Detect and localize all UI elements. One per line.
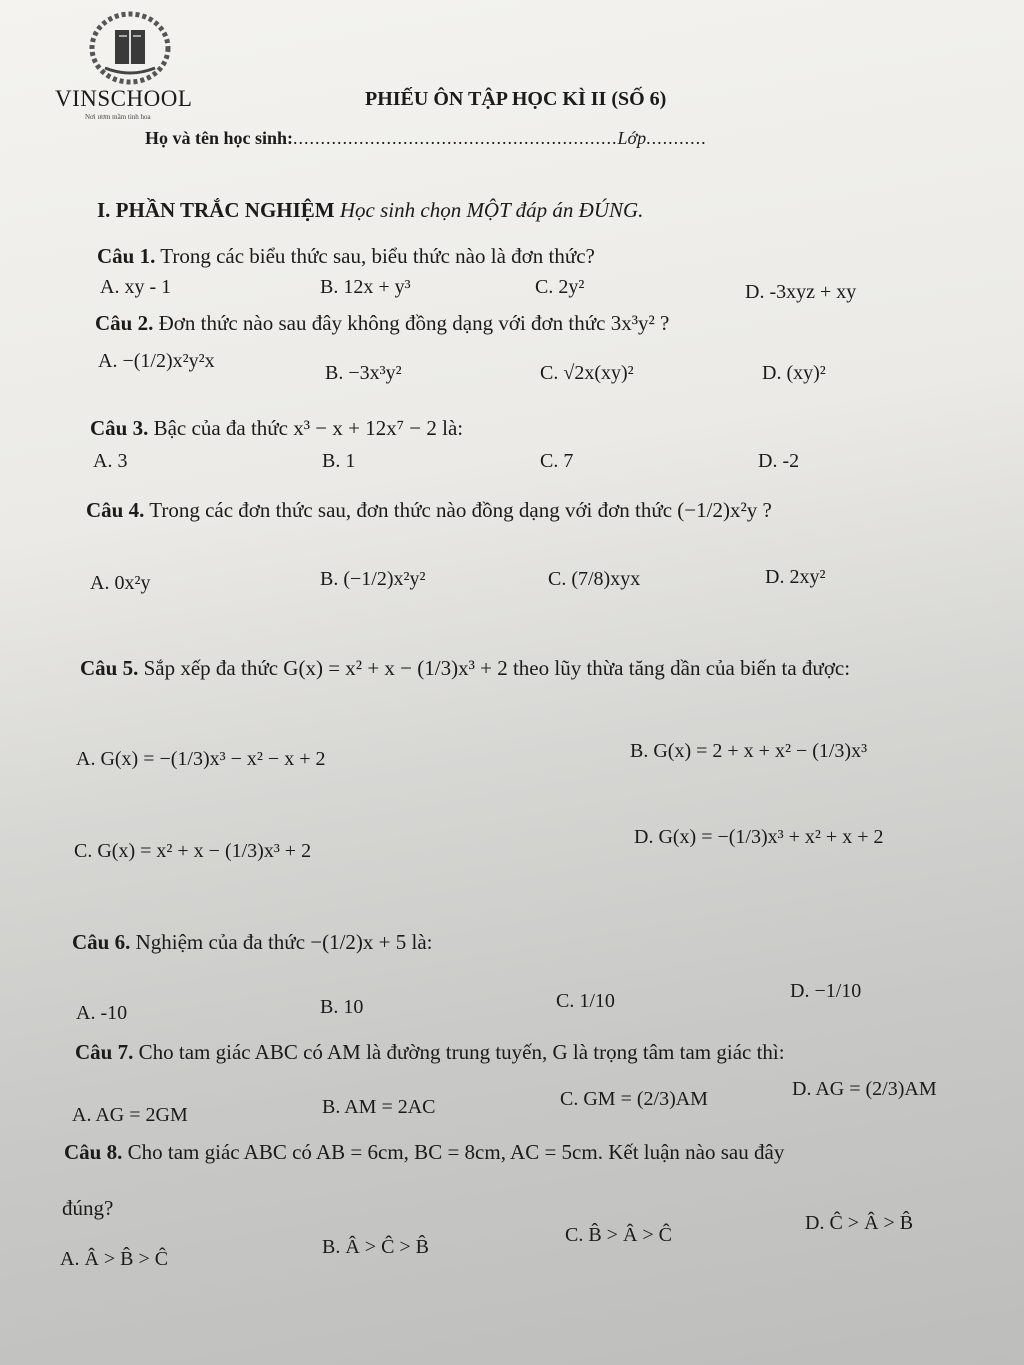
logo-name: VINSCHOOL — [55, 86, 193, 111]
question-label: Câu 2. — [95, 311, 154, 335]
student-info-line — [145, 128, 707, 149]
logo-subtext: Nơi ươm mầm tinh hoa — [85, 113, 151, 121]
option-3b: B. 1 — [322, 450, 356, 472]
option-8a: A. Â > B̂ > Ĉ — [60, 1248, 169, 1270]
question-label: Câu 4. — [86, 498, 145, 522]
option-1a: A. xy - 1 — [100, 276, 172, 298]
question-text: Cho tam giác ABC có AB = 6cm, BC = 8cm, AC = 5cm. Kết luận nào sau đây — [127, 1140, 785, 1164]
question-label: Câu 1. — [97, 244, 156, 268]
question-6 — [72, 930, 433, 955]
option-3c: C. 7 — [540, 450, 574, 472]
question-5 — [80, 656, 850, 681]
option-1c: C. 2y² — [535, 276, 585, 298]
section-heading — [97, 198, 643, 223]
option-6d: D. −1/10 — [790, 980, 862, 1002]
option-4d: D. 2xy² — [765, 566, 826, 588]
option-4c: C. (7/8)xyx — [548, 568, 641, 590]
option-8b: B. Â > Ĉ > B̂ — [322, 1236, 430, 1258]
option-4a: A. 0x²y — [90, 572, 151, 594]
option-5c: C. G(x) = x² + x − (1/3)x³ + 2 — [74, 840, 312, 862]
question-3 — [90, 416, 463, 441]
option-5d: D. G(x) = −(1/3)x³ + x² + x + 2 — [634, 826, 884, 848]
option-3d: D. -2 — [758, 450, 800, 472]
option-6b: B. 10 — [320, 996, 364, 1018]
option-7b: B. AM = 2AC — [322, 1096, 436, 1118]
option-6c: C. 1/10 — [556, 990, 615, 1012]
option-4b: B. (−1/2)x²y² — [320, 568, 426, 590]
question-8 — [64, 1140, 784, 1165]
question-label: Câu 3. — [90, 416, 149, 440]
option-2c: C. √2x(xy)² — [540, 362, 634, 384]
question-7 — [75, 1040, 785, 1065]
question-text: Trong các biểu thức sau, biểu thức nào là đơn thức? — [160, 244, 595, 268]
question-label: Câu 8. — [64, 1140, 123, 1164]
question-text: Sắp xếp đa thức G(x) = x² + x − (1/3)x³ + 2 theo lũy thừa tăng dần của biến ta được: — [143, 656, 851, 680]
option-8c: C. B̂ > Â > Ĉ — [565, 1224, 673, 1246]
question-text: Nghiệm của đa thức −(1/2)x + 5 là: — [135, 930, 433, 954]
question-1 — [97, 244, 595, 269]
section-title: I. PHẦN TRẮC NGHIỆM — [97, 198, 335, 222]
question-label: Câu 5. — [80, 656, 139, 680]
question-text: Cho tam giác ABC có AM là đường trung tuyến, G là trọng tâm tam giác thì: — [138, 1040, 785, 1064]
question-label: Câu 6. — [72, 930, 131, 954]
option-3a: A. 3 — [93, 450, 128, 472]
option-5a: A. G(x) = −(1/3)x³ − x² − x + 2 — [76, 748, 326, 770]
class-label: Lớp — [617, 128, 647, 148]
option-2a: A. −(1/2)x²y²x — [98, 350, 215, 372]
option-1b: B. 12x + y³ — [320, 276, 411, 298]
laurel-book-icon — [75, 8, 185, 86]
question-2 — [95, 311, 669, 336]
name-dots: ........................................................... — [293, 128, 618, 148]
option-7a: A. AG = 2GM — [72, 1104, 188, 1126]
question-label: Câu 7. — [75, 1040, 134, 1064]
question-8-continued: đúng? — [62, 1196, 114, 1220]
option-7c: C. GM = (2/3)AM — [560, 1088, 708, 1110]
option-7d: D. AG = (2/3)AM — [792, 1078, 937, 1100]
option-2b: B. −3x³y² — [325, 362, 402, 384]
option-5b: B. G(x) = 2 + x + x² − (1/3)x³ — [630, 740, 868, 762]
question-4 — [86, 498, 772, 523]
class-dots: ........... — [646, 128, 707, 148]
name-label: Họ và tên học sinh: — [145, 128, 294, 148]
question-text: Đơn thức nào sau đây không đồng dạng với đơn thức 3x³y² ? — [158, 311, 670, 335]
page-title: PHIẾU ÔN TẬP HỌC KÌ II (SỐ 6) — [365, 88, 667, 110]
option-8d: D. Ĉ > Â > B̂ — [805, 1212, 914, 1234]
option-1d: D. -3xyz + xy — [745, 281, 857, 303]
question-text: Trong các đơn thức sau, đơn thức nào đồng dạng với đơn thức (−1/2)x²y ? — [149, 498, 772, 522]
option-6a: A. -10 — [76, 1002, 128, 1024]
question-text: Bậc của đa thức x³ − x + 12x⁷ − 2 là: — [153, 416, 464, 440]
option-2d: D. (xy)² — [762, 362, 826, 384]
section-instruction: Học sinh chọn MỘT đáp án ĐÚNG. — [339, 198, 644, 222]
